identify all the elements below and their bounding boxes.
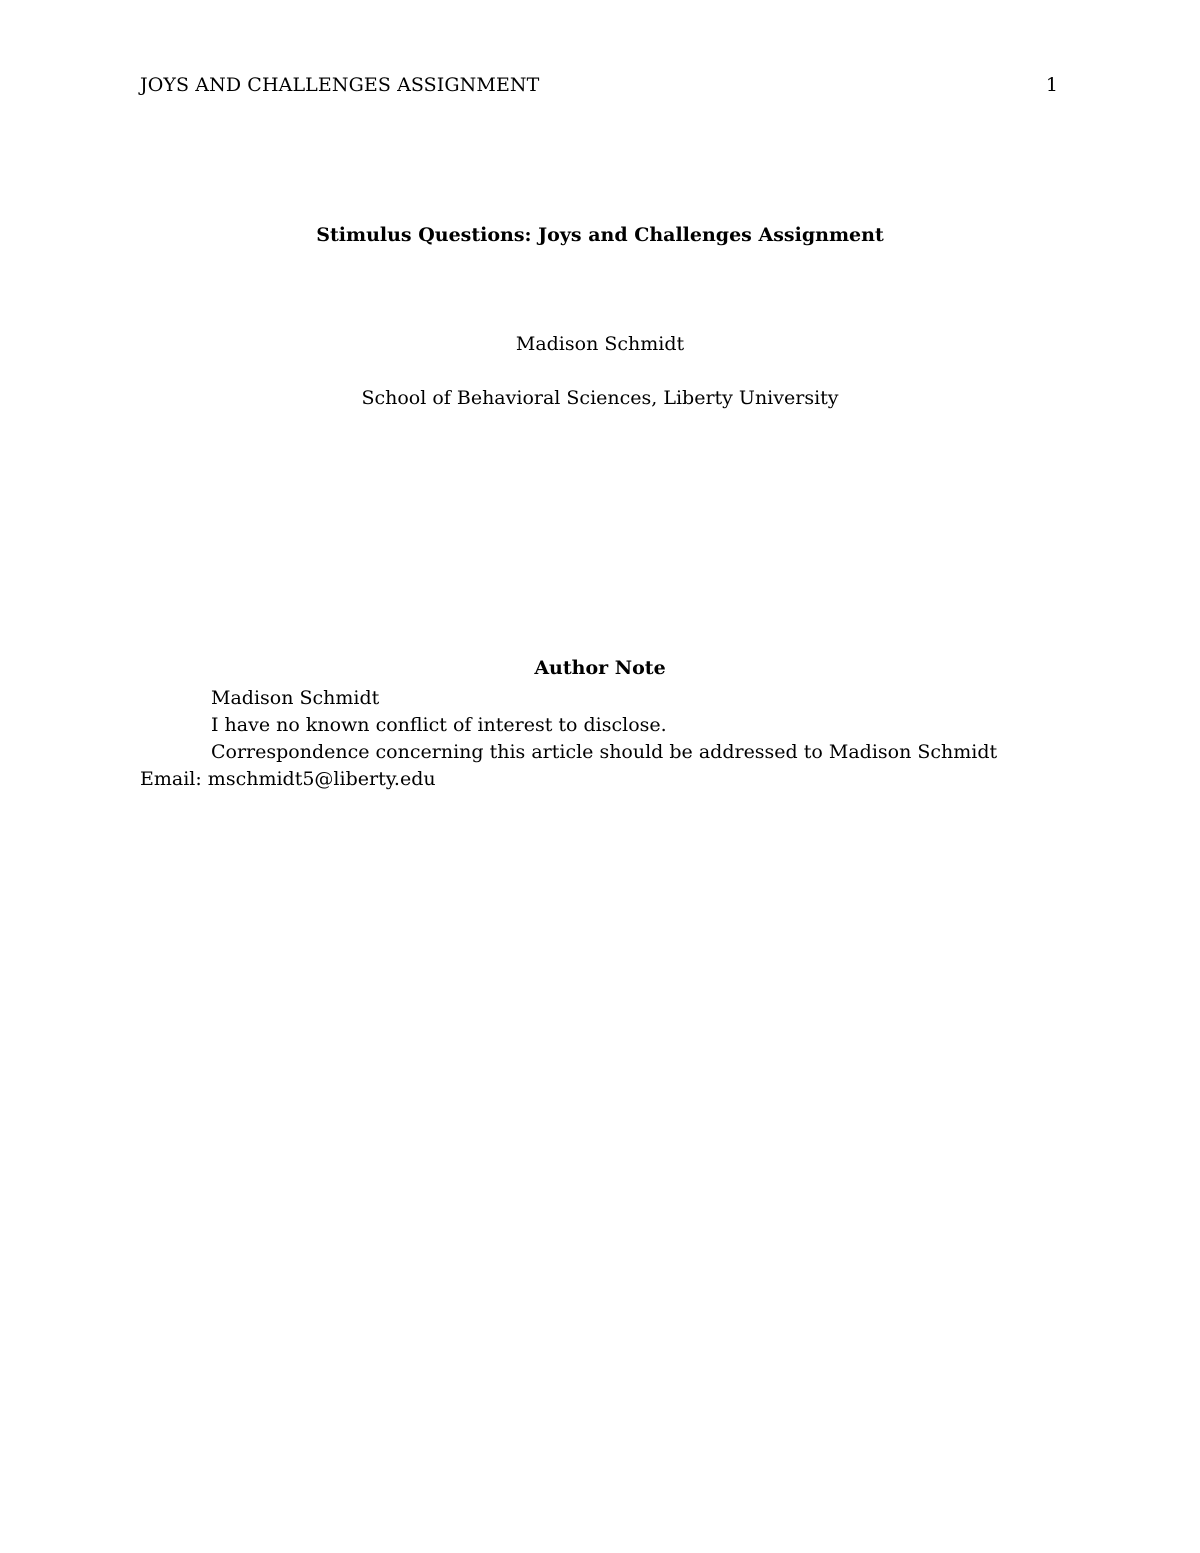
author-note-line: Madison Schmidt <box>211 687 380 709</box>
author-note-body <box>140 685 1062 793</box>
author-note-line: Correspondence concerning this article should be addressed to Madison Schmidt Email: mschmidt5@liberty.edu <box>140 741 998 790</box>
author-name: Madison Schmidt <box>515 333 685 355</box>
page-number: 1 <box>1045 74 1058 96</box>
author-note-line: I have no known conflict of interest to disclose. <box>211 714 667 736</box>
paper-title: Stimulus Questions: Joys and Challenges Assignment <box>316 224 884 246</box>
author-affiliation: School of Behavioral Sciences, Liberty University <box>361 387 839 409</box>
running-head: JOYS AND CHALLENGES ASSIGNMENT <box>140 74 540 96</box>
author-note-heading: Author Note <box>534 657 666 679</box>
